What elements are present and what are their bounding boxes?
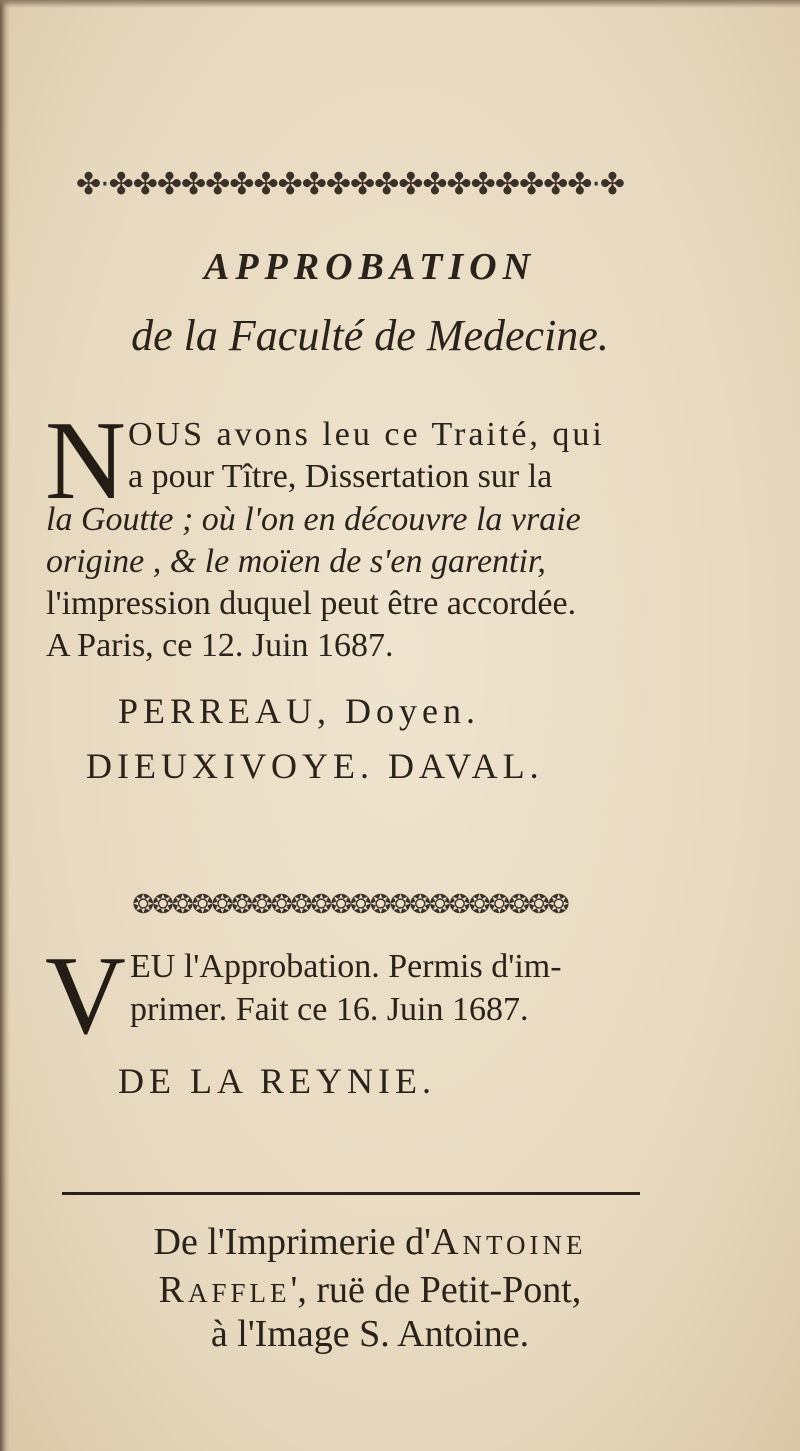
approbation-title: APPROBATION [203,246,537,288]
signature-de-la-reynie: DE LA REYNIE. [118,1061,436,1101]
ornament-band-middle: ❂❂❂❂❂❂❂❂❂❂❂❂❂❂❂❂❂❂❂❂❂❂ [132,890,568,920]
imprint-line-3: à l'Image S. Antoine. [210,1313,530,1355]
approbation-line-5: l'impression duquel peut être accordée. [46,585,577,622]
permission-line-1: EU l'Approbation. Permis d'im- [130,948,562,985]
ornament-band-top: ✤·✤✤✤✤✤✤✤✤✤✤✤✤✤✤✤✤✤✤✤✤·✤ [75,167,625,202]
approbation-line-2: a pour Tître, Dissertation sur la [128,458,553,495]
imprint-printer-last-name: Raffle [158,1269,291,1311]
imprint-line-1 [0,1220,740,1264]
imprint-line-2-text: ', ruë de Petit-Pont, [290,1269,582,1311]
approbation-subtitle: de la Faculté de Medecine. [131,311,609,360]
approbation-line-6: A Paris, ce 12. Juin 1687. [46,627,394,664]
signature-dieuxivoye-daval: DIEUXIVOYE. DAVAL. [86,746,544,786]
signature-perreau: PERREAU, Doyen. [118,691,480,731]
imprint-printer-first-name: Antoine [431,1221,587,1263]
page-top-shadow [0,0,800,8]
dropcap-v: V [45,934,126,1058]
imprint-line-1-text: De l'Imprimerie d' [153,1221,432,1263]
approbation-line-3: la Goutte ; où l'on en découvre la vraie [46,501,581,538]
imprint-line-2 [0,1268,740,1312]
horizontal-rule [62,1192,640,1195]
permission-line-2: primer. Fait ce 16. Juin 1687. [130,991,529,1028]
approbation-line-1: OUS avons leu ce Traité, qui [128,416,605,453]
approbation-line-4: origine , & le moïen de s'en garentir, [46,543,546,580]
dropcap-n: N [45,399,126,523]
